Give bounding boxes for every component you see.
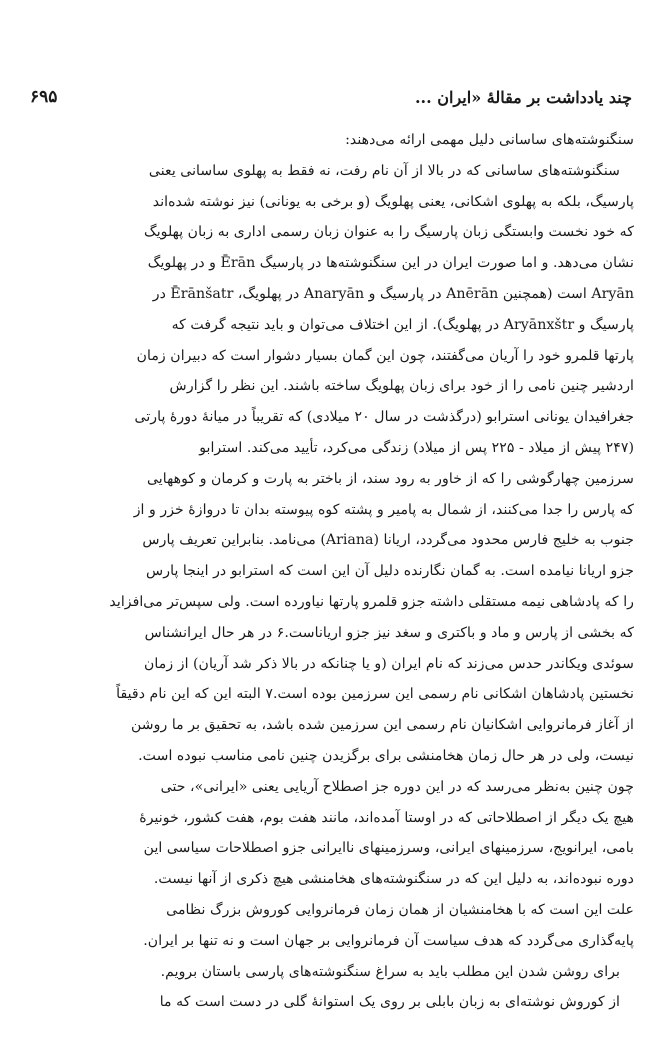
text-line: که پارس را جدا می‌کنند، از شمال به پامیر و پشته کوه پیوسته بدان تا دروازهٔ خزر و از <box>133 501 634 518</box>
text-line: بامی، ایرانویج، سرزمینهای ایرانی، وسرزمینهای ناایرانی جزو اصطلاحات سیاسی این <box>143 840 634 857</box>
text-line: را که پادشاهی نیمه مستقلی داشته جزو قلمرو پارتها نیاورده است. ولی سپس‌تر می‌افزاید <box>109 593 634 610</box>
body-text <box>22 125 634 1018</box>
text-line: جنوب به خلیج فارس محدود می‌گردد، اریانا (Ariana) می‌نامد. بنابراین تعریف پارس <box>142 532 634 549</box>
text-line: سنگنوشته‌های ساسانی که در بالا از آن نام رفت، نه فقط به پهلوی ساسانی یعنی <box>148 162 620 179</box>
text-line: که خود نخست وابستگی زبان پارسیگ را به عنوان زبان رسمی اداری به زبان پهلویگ <box>144 224 634 241</box>
text-line: جغرافیدان یونانی استرابو (درگذشت در سال ۲۰ میلادی) که تقریباً در میانهٔ دورهٔ پارتی <box>134 409 634 426</box>
text-line: پارتها قلمرو خود را آریان می‌گفتند، چون این گمان بسیار دشوار است که دبیران زمان <box>136 347 634 364</box>
text-line: سوئدی ویکاندر حدس می‌زند که نام ایران (و یا چنانکه در بالا ذکر شد آریان) از زمان <box>144 655 634 672</box>
running-title: چند یادداشت بر مقالهٔ «ایران ... <box>414 87 632 107</box>
text-line: علت این است که با هخامنشیان از همان زمان فرمانروایی کوروش بزرگ نظامی <box>166 901 634 918</box>
text-line: (۲۴۷ پیش از میلاد - ۲۲۵ پس از میلاد) زندگی می‌کرد، تأیید می‌کند. استرابو <box>199 439 634 456</box>
text-line: از کوروش نوشته‌ای به زبان بابلی بر روی یک استوانهٔ گلی در دست است که ما <box>159 994 620 1011</box>
text-line: برای روشن شدن این مطلب باید به سراغ سنگنوشته‌های پارسی باستان برویم. <box>160 963 620 980</box>
text-line: پارسیگ و Aryānxštr در پهلویگ). از این اختلاف می‌توان و باید نتیجه گرفت که <box>171 316 634 333</box>
text-line: از آغاز فرمانروایی اشکانیان نام رسمی این سرزمین شده باشد، به تحقیق بر ما روشن <box>130 717 634 734</box>
text-line: که بخشی از پارس و ماد و باکتری و سغد نیز جزو اریاناست.۶ در هر حال ایرانشناس <box>144 624 634 641</box>
text-line: نیست، ولی در هر حال زمان هخامنشی برای برگزیدن چنین نامی مناسب نبوده است. <box>138 747 634 764</box>
text-line: سنگنوشته‌های ساسانی دلیل مهمی ارائه می‌دهند: <box>345 132 634 148</box>
text-line: نشان می‌دهد. و اما صورت ایران در این سنگنوشته‌ها در پارسیگ Ērān و در پهلویگ <box>147 255 634 272</box>
text-line: هیچ یک دیگر از اصطلاحاتی که در اوستا آمده‌اند، مانند هفت بوم، هفت کشور، خونیرهٔ <box>139 809 634 826</box>
text-line: پارسیگ، بلکه به پهلوی اشکانی، یعنی پهلویگ (و برخی به یونانی) نیز نوشته شده‌اند <box>152 193 634 210</box>
text-line: Aryān است (همچنین Anērān در پارسیگ و Anaryān در پهلویگ، Ērānšatr در <box>152 285 634 302</box>
page-number: ۶۹۵ <box>30 87 58 107</box>
text-line: اردشیر چنین نامی را از خود برای زبان پهلویگ ساخته باشند. این نظر را گزارش <box>169 378 634 395</box>
text-line: چون چنین به‌نظر می‌رسد که در این دوره جز اصطلاح آریایی یعنی «ایرانی»، حتی <box>160 778 634 795</box>
text-line: پایه‌گذاری می‌گردد که هدف سیاست آن فرمانروایی بر جهان است و نه تنها بر ایران. <box>143 932 634 949</box>
text-line: جزو اریانا نیامده است. به گمان نگارنده دلیل آن این است که استرابو در اینجا پارس <box>145 563 634 580</box>
document-page <box>22 0 634 1052</box>
text-line: سرزمین چهارگوشی را که از خاور به رود سند، از باختر به پارت و کرمان و کوههایی <box>146 470 634 487</box>
text-line: دوره نبوده‌اند، به دلیل این که در سنگنوشته‌های هخامنشی هیچ ذکری از آنها نیست. <box>153 871 634 888</box>
text-line: نخستین پادشاهان اشکانی نام رسمی این سرزمین بوده است.۷ البته این که این نام دقیقاً <box>116 686 634 703</box>
page-header <box>30 82 632 112</box>
